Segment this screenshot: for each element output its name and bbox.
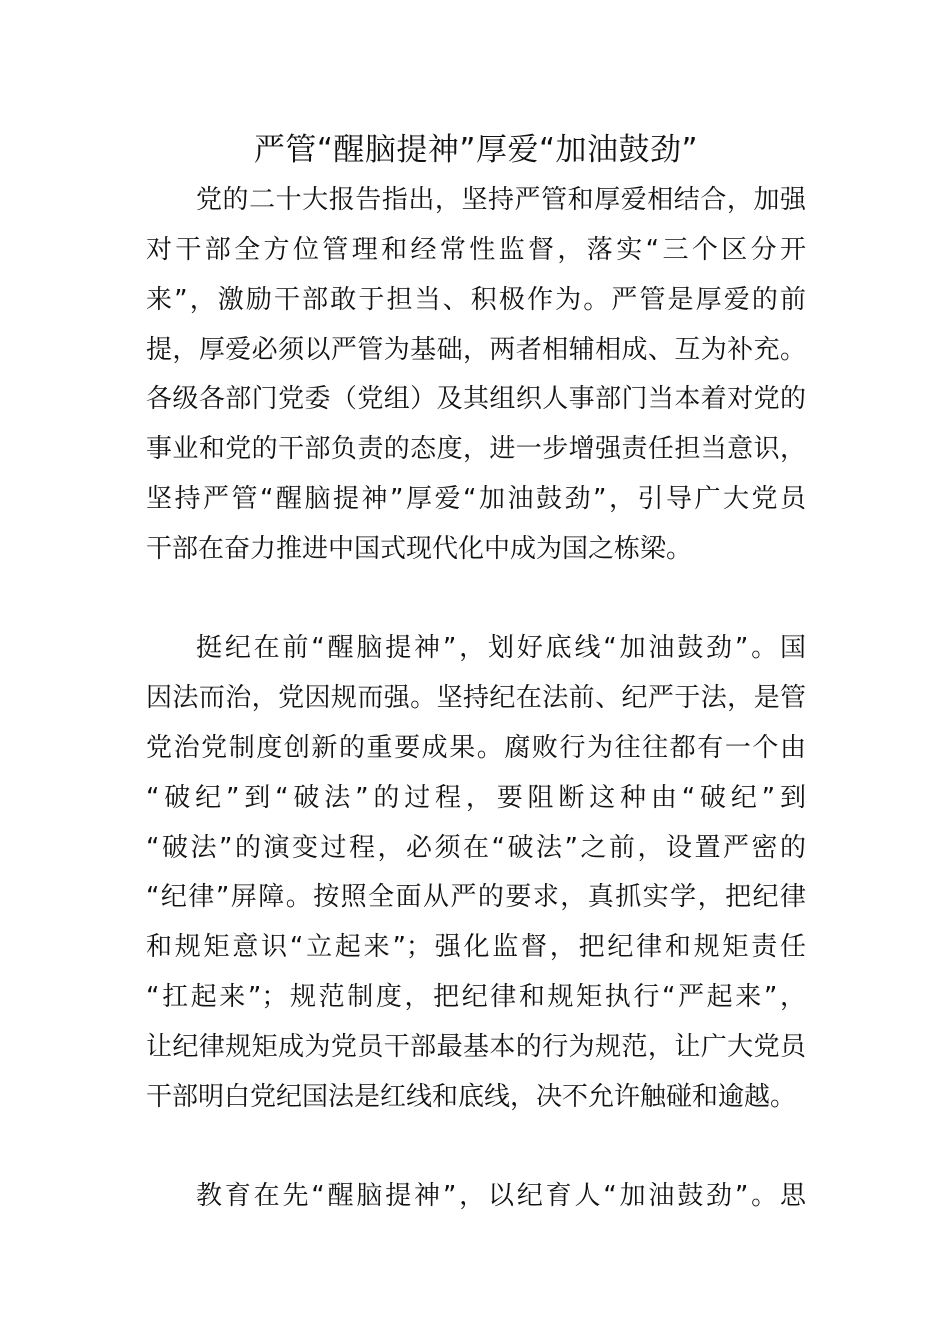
- paragraph-3-line-1: 教育在先“醒脑提神”，以纪育人“加油鼓劲”。思: [196, 1181, 806, 1211]
- paragraph-2-line-6: “纪律”屏障。按照全面从严的要求，真抓实学，把纪律: [146, 882, 806, 912]
- document-title: 严管“醒脑提神”厚爱“加油鼓劲”: [253, 132, 699, 168]
- paragraph-1-line-4: 提，厚爱必须以严管为基础，两者相辅相成、互为补充。: [146, 335, 806, 365]
- paragraph-2-line-9: 让纪律规矩成为党员干部最基本的行为规范，让广大党员: [146, 1032, 806, 1062]
- paragraph-2-line-10: 干部明白党纪国法是红线和底线，决不允许触碰和逾越。: [146, 1082, 797, 1112]
- paragraph-1-line-7: 坚持严管“醒脑提神”厚爱“加油鼓劲”，引导广大党员: [146, 484, 806, 514]
- paragraph-2-line-3: 党治党制度创新的重要成果。腐败行为往往都有一个由: [146, 733, 806, 763]
- paragraph-1-line-1: 党的二十大报告指出，坚持严管和厚爱相结合，加强: [196, 185, 806, 215]
- paragraph-2-line-7: 和规矩意识“立起来”；强化监督，把纪律和规矩责任: [146, 932, 806, 962]
- paragraph-1-line-3: 来”，激励干部敢于担当、积极作为。严管是厚爱的前: [146, 285, 806, 315]
- paragraph-1-line-8: 干部在奋力推进中国式现代化中成为国之栋梁。: [146, 534, 693, 564]
- paragraph-1-line-2: 对干部全方位管理和经常性监督，落实“三个区分开: [146, 235, 806, 265]
- paragraph-1-line-5: 各级各部门党委（党组）及其组织人事部门当本着对党的: [146, 384, 806, 414]
- paragraph-2-line-1: 挺纪在前“醒脑提神”，划好底线“加油鼓劲”。国: [196, 633, 806, 663]
- paragraph-2-line-5: “破法”的演变过程，必须在“破法”之前，设置严密的: [146, 833, 806, 863]
- paragraph-1-line-6: 事业和党的干部负责的态度，进一步增强责任担当意识，: [146, 434, 806, 464]
- paragraph-2-line-2: 因法而治，党因规而强。坚持纪在法前、纪严于法，是管: [146, 683, 806, 713]
- paragraph-2-line-8: “扛起来”；规范制度，把纪律和规矩执行“严起来”，: [146, 982, 806, 1012]
- paragraph-2-line-4: “破纪”到“破法”的过程，要阻断这种由“破纪”到: [146, 783, 806, 813]
